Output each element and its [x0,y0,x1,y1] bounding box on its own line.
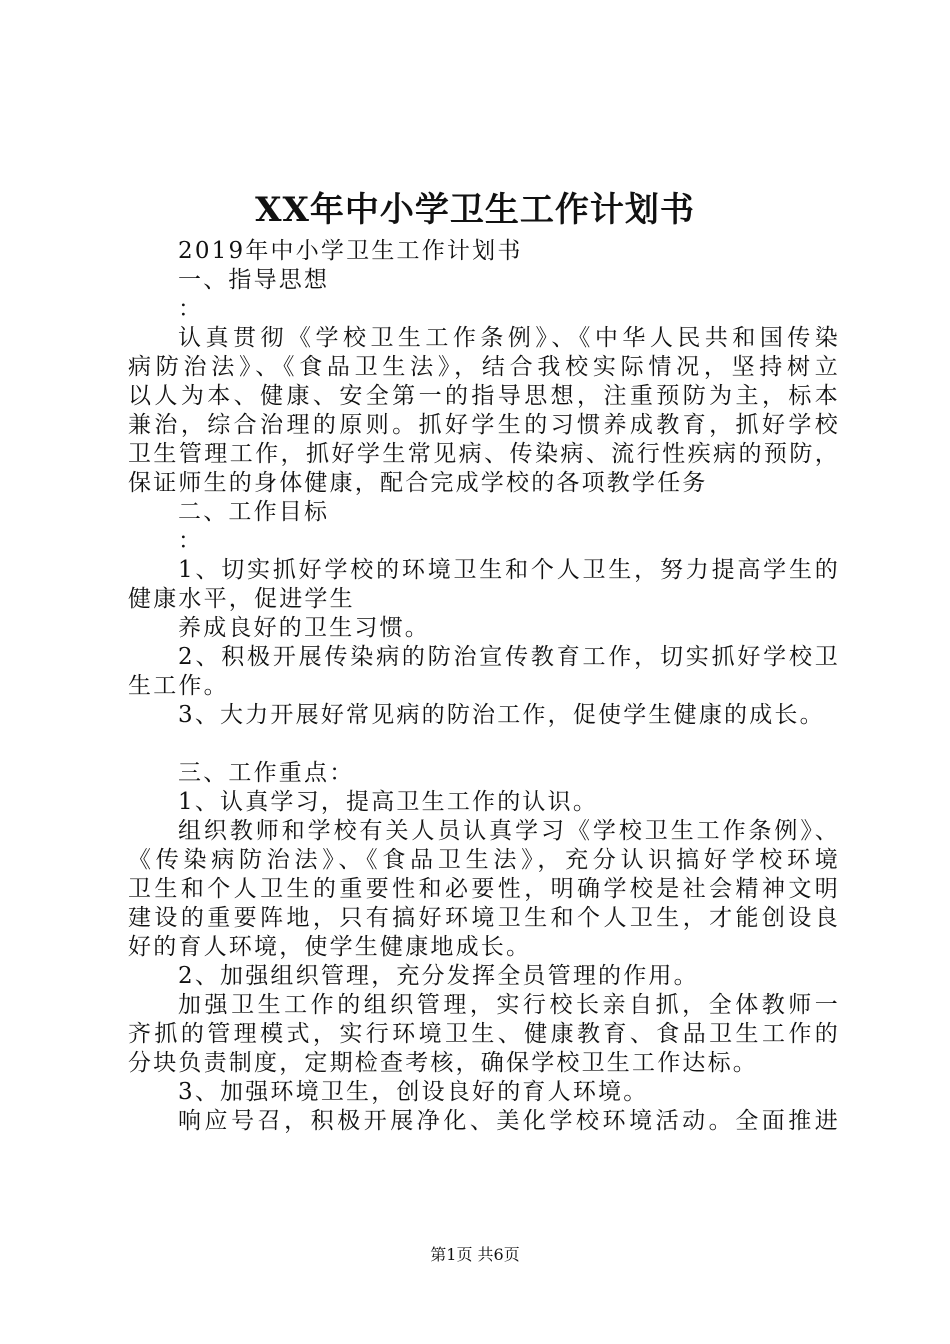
text-line: 3、大力开展好常见病的防治工作，促使学生健康的成长。 [178,702,825,728]
text-line: 二、工作目标 [178,499,330,525]
text-line: 一、指导思想 [178,267,330,293]
text-line: 健康水平，促进学生 [128,586,355,612]
text-line: 加强卫生工作的组织管理，实行校长亲自抓，全体教师一 [178,992,840,1018]
document-body [128,237,840,1136]
text-line: 2019年中小学卫生工作计划书 [178,238,523,264]
text-line: 2、加强组织管理，充分发挥全员管理的作用。 [178,963,699,989]
text-line: 1、认真学习，提高卫生工作的认识。 [178,789,599,815]
text-line: 兼治，综合治理的原则。抓好学生的习惯养成教育，抓好学校 [128,412,840,438]
text-line: 《传染病防治法》、《食品卫生法》，充分认识搞好学校环境 [128,847,840,873]
text-line: 建设的重要阵地，只有搞好环境卫生和个人卫生，才能创设良 [128,905,840,931]
text-line: 保证师生的身体健康，配合完成学校的各项教学任务 [128,470,708,496]
text-line: 好的育人环境，使学生健康地成长。 [128,934,532,960]
text-line: 卫生管理工作，抓好学生常见病、传染病、流行性疾病的预防， [128,441,840,467]
document-title: XX年中小学卫生工作计划书 [255,190,695,230]
text-line: 卫生和个人卫生的重要性和必要性，明确学校是社会精神文明 [128,876,840,902]
text-line: ： [178,296,204,322]
text-line: 分块负责制度，定期检查考核，确保学校卫生工作达标。 [128,1050,758,1076]
text-line: 生工作。 [128,673,229,699]
text-line: 组织教师和学校有关人员认真学习《学校卫生工作条例》、 [178,818,840,844]
text-line: 3、加强环境卫生，创设良好的育人环境。 [178,1079,649,1105]
text-line [128,730,840,759]
text-line: 三、工作重点： [178,760,355,786]
text-line: 响应号召，积极开展净化、美化学校环境活动。全面推进 [178,1108,840,1134]
text-line: 认真贯彻《学校卫生工作条例》、《中华人民共和国传染 [178,325,840,351]
text-line: 以人为本、健康、安全第一的指导思想，注重预防为主，标本 [128,383,840,409]
page-footer: 第1页 共6页 [430,1245,520,1264]
text-line: ： [178,528,204,554]
text-line: 养成良好的卫生习惯。 [178,615,430,641]
text-line: 2、积极开展传染病的防治宣传教育工作，切实抓好学校卫 [178,644,840,670]
text-line: 齐抓的管理模式，实行环境卫生、健康教育、食品卫生工作的 [128,1021,840,1047]
text-line: 病防治法》、《食品卫生法》，结合我校实际情况，坚持树立 [128,354,840,380]
text-line: 1、切实抓好学校的环境卫生和个人卫生，努力提高学生的 [178,557,840,583]
